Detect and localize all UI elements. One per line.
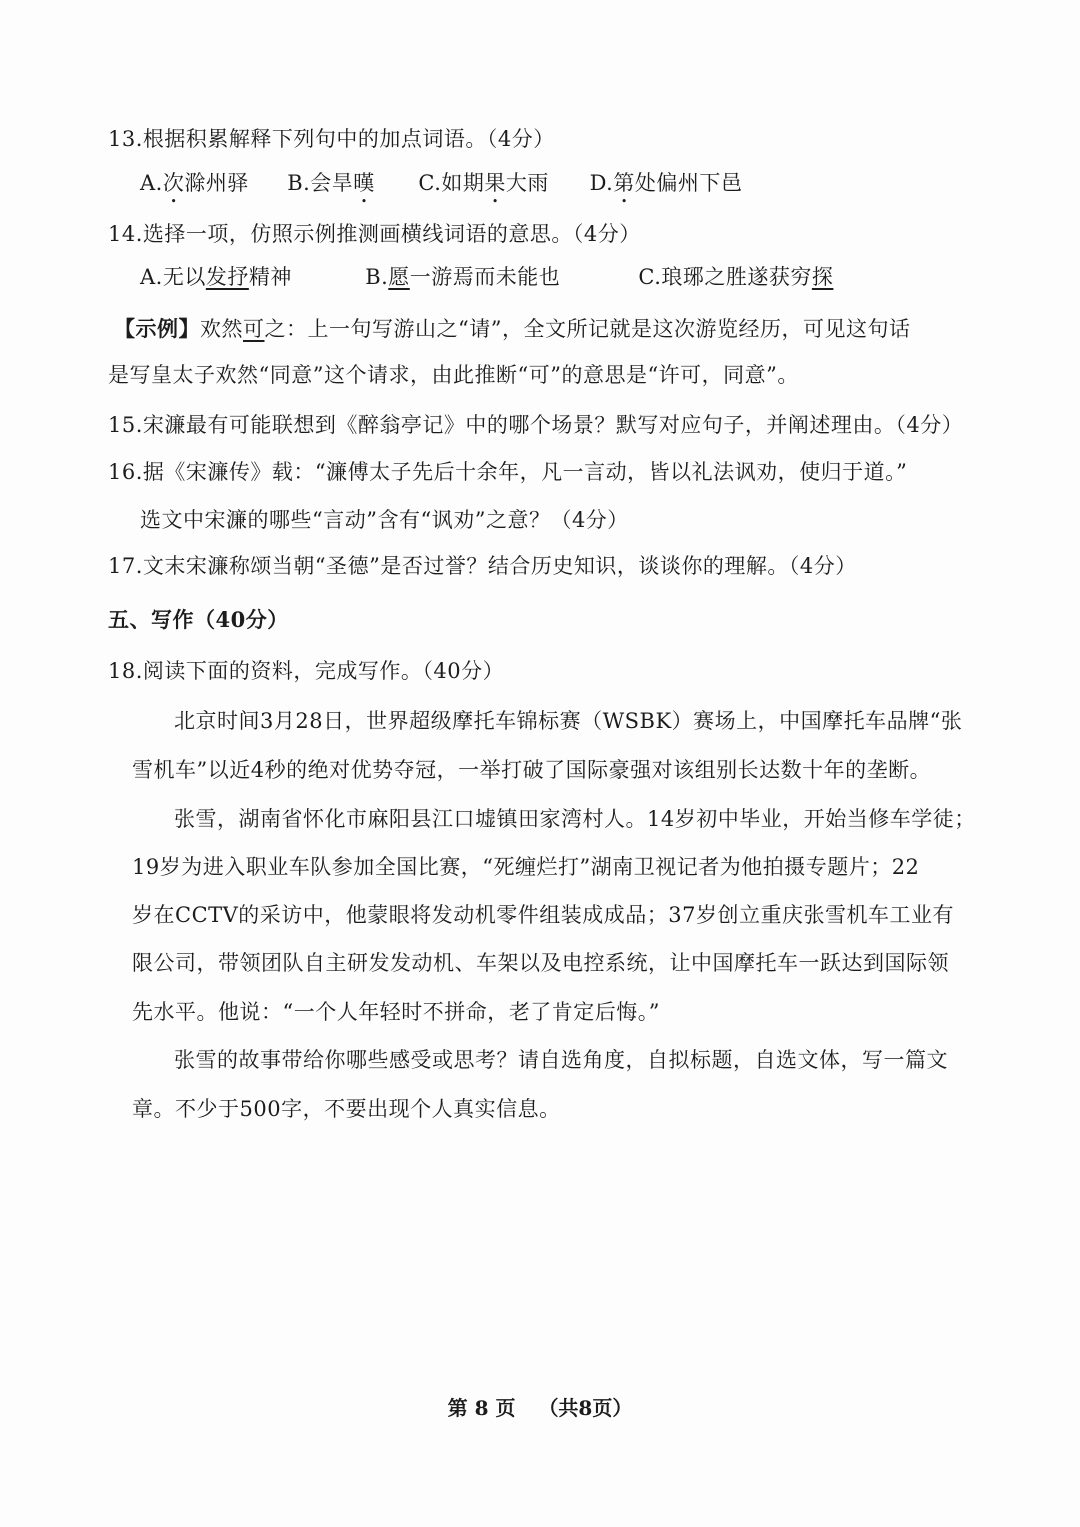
q15-stem: 15.宋濂最有可能联想到《醉翁亭记》中的哪个场景？默写对应句子，并阐述理由。（4分）: [108, 413, 964, 437]
q18-para2-line3: 岁在CCTV的采访中，他蒙眼将发动机零件组装成成品；37岁创立重庆张雪机车工业有: [132, 903, 955, 927]
q13-stem: 13.根据积累解释下列句中的加点词语。（4分）: [108, 127, 555, 151]
q14-option-c: C.琅琊之胜遂获穷探: [638, 265, 834, 289]
q18-para1-line2: 雪机车”以近4秒的绝对优势夺冠，一举打破了国际豪强对该组别长达数十年的垄断。: [132, 758, 932, 782]
q14-options: [140, 262, 833, 292]
q18-stem: 18.阅读下面的资料，完成写作。（40分）: [108, 659, 505, 683]
q14-option-b: B.愿一游焉而未能也: [365, 265, 561, 289]
page-number: 第 8 页: [447, 1396, 516, 1420]
q13-option-b: B.会旱暵: [287, 171, 375, 195]
q16-stem: 16.据《宋濂传》载：“濂傅太子先后十余年，凡一言动，皆以礼法讽劝，使归于道。”: [108, 460, 908, 484]
example-label: 【示例】: [114, 316, 200, 341]
q18-para1-line1: 北京时间3月28日，世界超级摩托车锦标赛（WSBK）赛场上，中国摩托车品牌“张: [174, 709, 963, 733]
page-total: （共8页）: [538, 1396, 633, 1420]
section-heading-writing: 五、写作（40分）: [108, 607, 289, 632]
page-footer: [0, 1394, 1080, 1422]
q18-para2-line2: 19岁为进入职业车队参加全国比赛，“死缠烂打”湖南卫视记者为他拍摄专题片；22: [132, 855, 920, 879]
q14-example-line2: 是写皇太子欢然“同意”这个请求，由此推断“可”的意思是“许可，同意”。: [108, 363, 799, 387]
q14-example-line1: 【示例】欢然可之：上一句写游山之“请”，全文所记就是这次游览经历，可见这句话: [114, 316, 911, 341]
q13-option-d: D.第处偏州下邑: [589, 171, 743, 195]
q13-option-c: C.如期果大雨: [418, 171, 549, 195]
q18-para2-line1: 张雪，湖南省怀化市麻阳县江口墟镇田家湾村人。14岁初中毕业，开始当修车学徒；: [174, 807, 976, 831]
q17-stem: 17.文末宋濂称颂当朝“圣德”是否过誉？结合历史知识，谈谈你的理解。（4分）: [108, 554, 857, 578]
q16-line2: 选文中宋濂的哪些“言动”含有“讽劝”之意？（4分）: [140, 508, 629, 532]
q13-option-a: A.次滁州驿: [140, 171, 249, 195]
q14-option-a: A.无以发抒精神: [140, 265, 292, 289]
q14-stem: 14.选择一项，仿照示例推测画横线词语的意思。（4分）: [108, 222, 641, 246]
q18-para3-line1: 张雪的故事带给你哪些感受或思考？请自选角度，自拟标题，自选文体，写一篇文: [174, 1048, 948, 1072]
q13-options: [140, 168, 742, 208]
q18-para2-line5: 先水平。他说：“一个人年轻时不拼命，老了肯定后悔。”: [132, 1000, 660, 1024]
q18-para3-line2: 章。不少于500字，不要出现个人真实信息。: [132, 1097, 561, 1121]
q18-para2-line4: 限公司，带领团队自主研发发动机、车架以及电控系统，让中国摩托车一跃达到国际领: [132, 951, 949, 975]
